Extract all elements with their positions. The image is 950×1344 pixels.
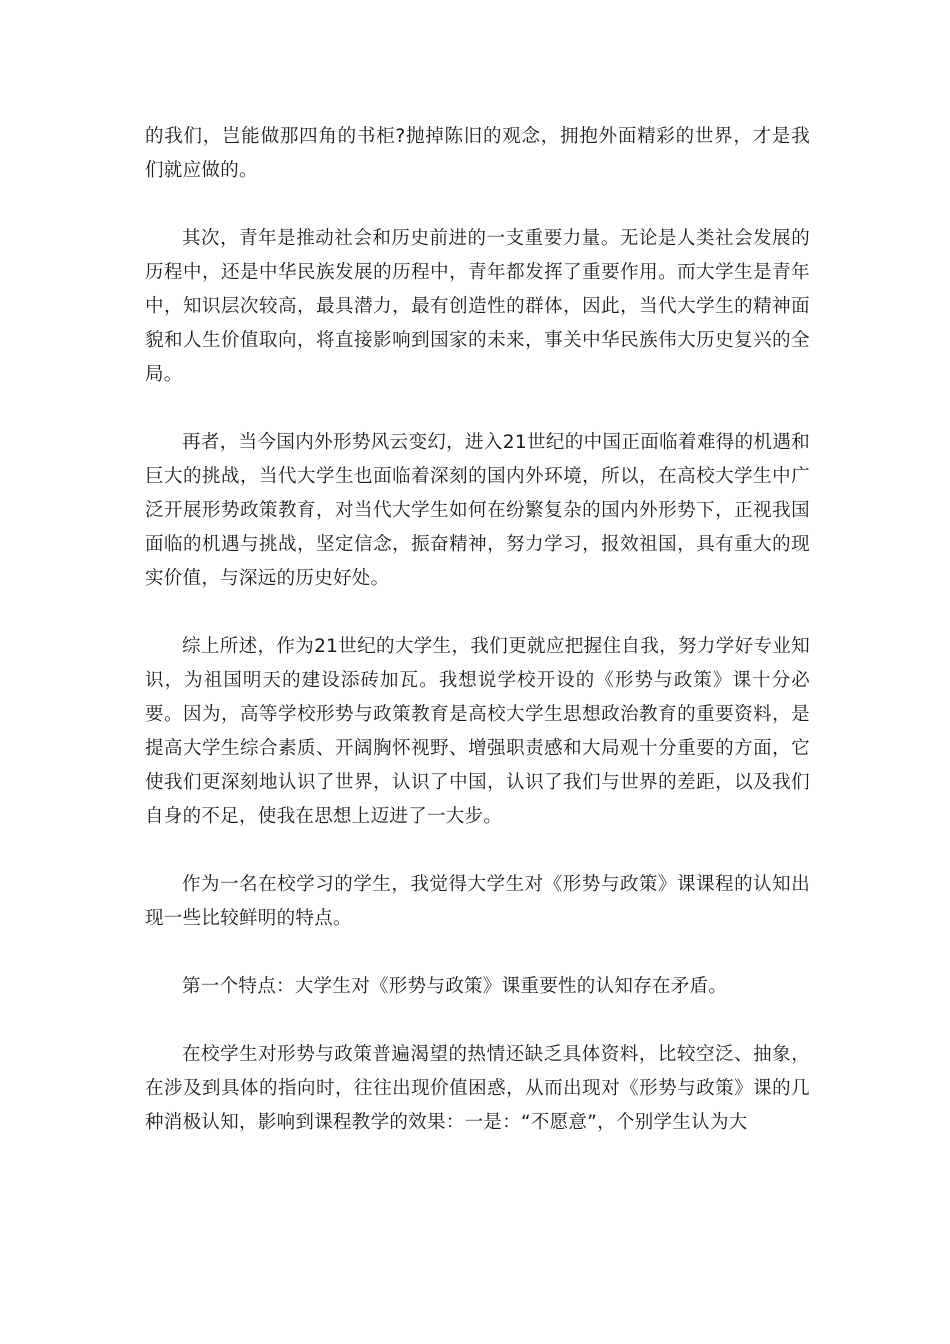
paragraph-6: 第一个特点：大学生对《形势与政策》课重要性的认知存在矛盾。 — [182, 976, 728, 997]
paragraph-1: 的我们，岂能做那四角的书柜?抛掉陈旧的观念，拥抱外面精彩的世界，才是我们就应做的。 — [145, 126, 810, 181]
paragraph-4: 综上所述，作为21世纪的大学生，我们更就应把握住自我，努力学好专业知识，为祖国明天的建设添砖加瓦。我想说学校开设的《形势与政策》课十分必要。因为，高等学校形势与政策教育是高校大学生思想政治教育的重要资料，是提高大学生综合素质、开阔胸怀视野、增强职责感和大局观十分重要的方面，它使我们更深刻地认识了世界，认识了中国，认识了我们与世界的差距，以及我们自身的不足，使我在思想上迈进了一大步。 — [145, 636, 810, 827]
paragraph-2: 其次，青年是推动社会和历史前进的一支重要力量。无论是人类社会发展的历程中，还是中华民族发展的历程中，青年都发挥了重要作用。而大学生是青年中，知识层次较高，最具潜力，最有创造性的群体，因此，当代大学生的精神面貌和人生价值取向，将直接影响到国家的未来，事关中华民族伟大历史复兴的全局。 — [145, 228, 810, 385]
paragraph-7: 在校学生对形势与政策普遍渴望的热情还缺乏具体资料，比较空泛、抽象，在涉及到具体的指向时，往往出现价值困惑，从而出现对《形势与政策》课的几种消极认知，影响到课程教学的效果：一是：“不愿意”，个别学生认为大 — [145, 1044, 810, 1133]
paragraph-3: 再者，当今国内外形势风云变幻，进入21世纪的中国正面临着难得的机遇和巨大的挑战，当代大学生也面临着深刻的国内外环境，所以，在高校大学生中广泛开展形势政策教育，对当代大学生如何在纷繁复杂的国内外形势下，正视我国面临的机遇与挑战，坚定信念，振奋精神，努力学习，报效祖国，具有重大的现实价值，与深远的历史好处。 — [145, 432, 810, 589]
paragraph-5: 作为一名在校学习的学生，我觉得大学生对《形势与政策》课课程的认知出现一些比较鲜明的特点。 — [145, 874, 810, 929]
document-body — [145, 120, 810, 1174]
